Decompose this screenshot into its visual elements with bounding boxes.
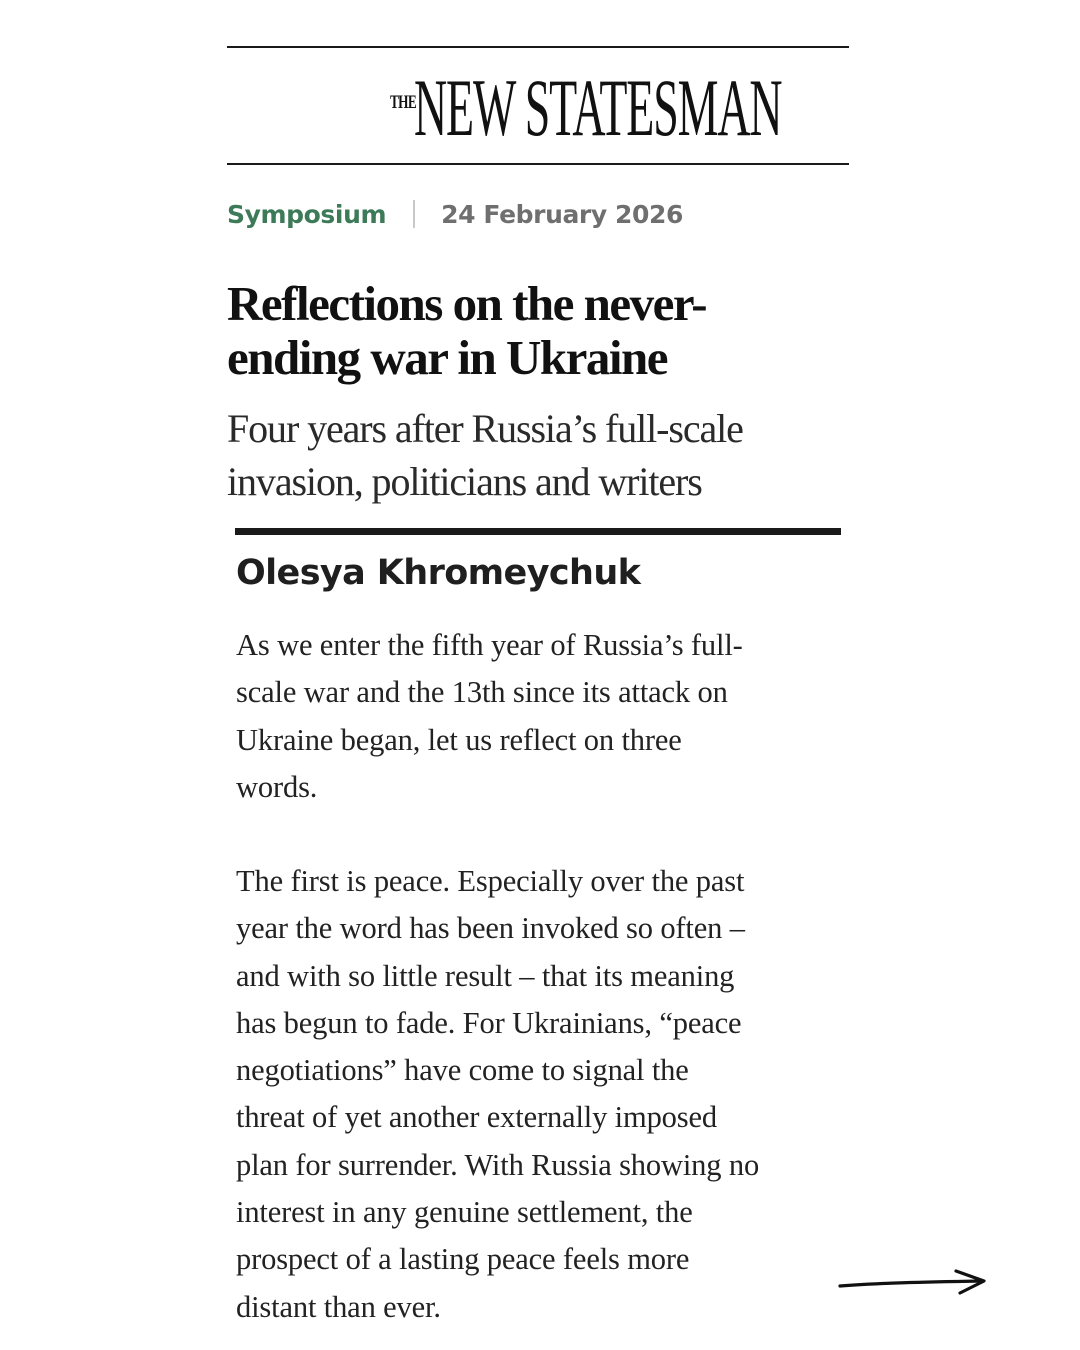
body-line: negotiations” have come to signal the [236, 1053, 689, 1088]
section-label[interactable]: Symposium [227, 199, 387, 229]
body-line: threat of yet another externally imposed [236, 1100, 717, 1135]
article-headline [227, 277, 787, 385]
logo-prefix: THE [390, 92, 416, 113]
body-line: and with so little result – that its meaning [236, 958, 735, 993]
headline-line: Reflections on the never- [227, 276, 707, 331]
body-line: prospect of a lasting peace feels more [236, 1242, 690, 1277]
publish-date: 24 February 2026 [441, 199, 684, 229]
standfirst-line: invasion, politicians and writers [227, 459, 702, 504]
body-line: distant than ever. [236, 1289, 441, 1324]
standfirst-line: Four years after Russia’s full-scale [227, 406, 743, 451]
meta-divider [413, 200, 415, 228]
new-statesman-logo[interactable] [390, 62, 847, 153]
section-rule [235, 528, 841, 535]
body-line: Ukraine began, let us reflect on three [236, 722, 682, 757]
headline-line: ending war in Ukraine [227, 330, 667, 385]
author-name: Olesya Khromeychuk [236, 553, 641, 593]
logo-name: NEW STATESMAN [414, 62, 782, 153]
arrow-right-icon[interactable] [836, 1266, 992, 1298]
body-paragraph [236, 858, 846, 1331]
body-line: interest in any genuine settlement, the [236, 1195, 693, 1230]
body-line: plan for surrender. With Russia showing no [236, 1147, 760, 1182]
body-line: has begun to fade. For Ukrainians, “peace [236, 1005, 742, 1040]
body-paragraph [236, 622, 846, 811]
article-meta [227, 196, 683, 232]
body-line: scale war and the 13th since its attack on [236, 675, 728, 710]
body-line: As we enter the fifth year of Russia’s full- [236, 628, 743, 662]
body-line: words. [236, 769, 318, 804]
article-standfirst [227, 402, 827, 508]
body-line: year the word has been invoked so often – [236, 911, 745, 946]
masthead [227, 46, 849, 165]
body-line: The first is peace. Especially over the past [236, 864, 745, 898]
